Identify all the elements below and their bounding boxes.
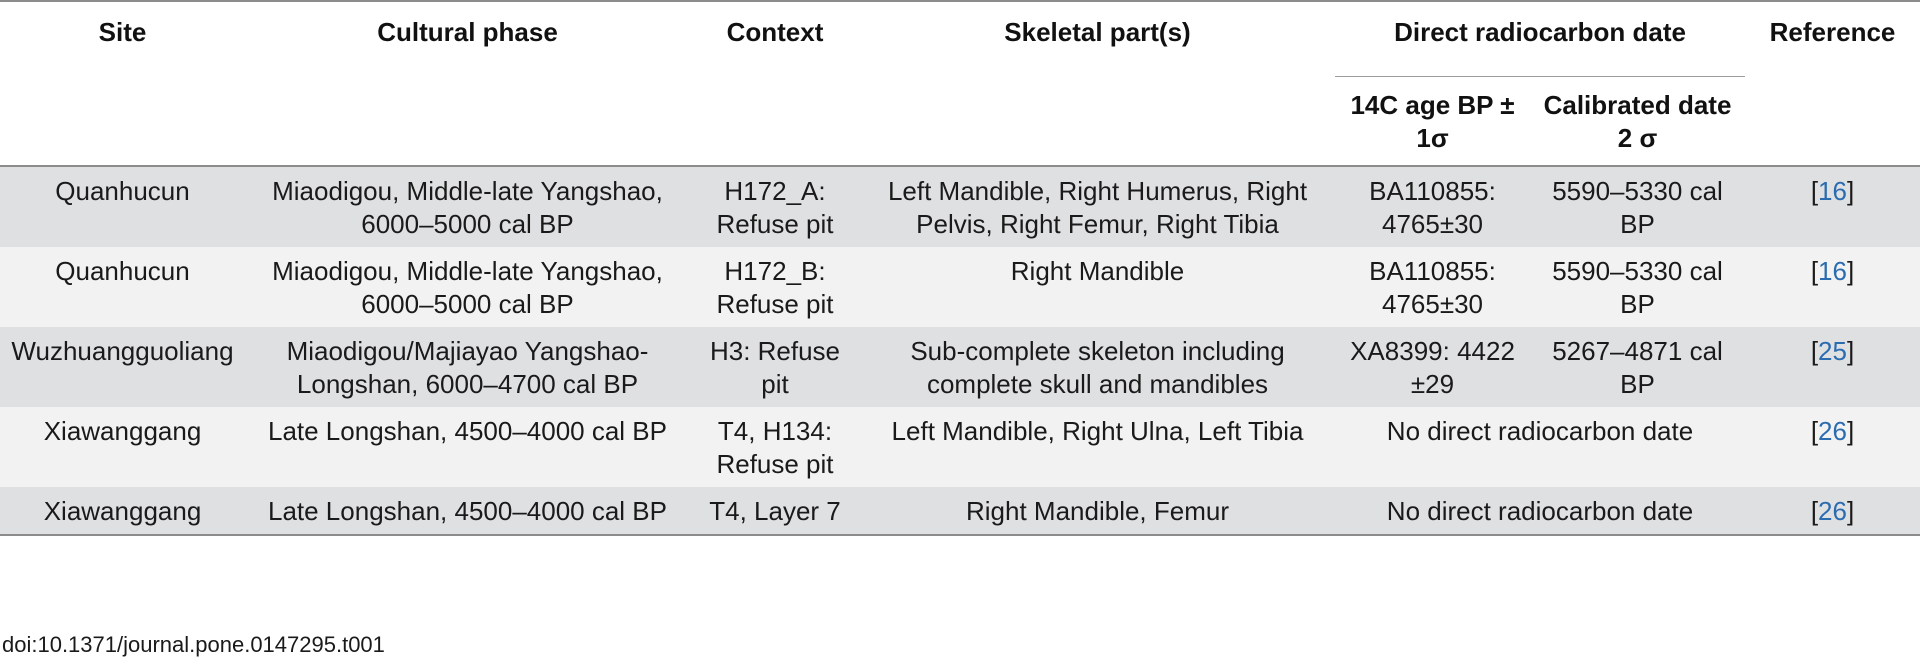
- cell-context: H172_A: Refuse pit: [716, 176, 834, 239]
- cell-site: Xiawanggang: [43, 416, 202, 446]
- cell-skeletal-parts: Left Mandible, Right Ulna, Left Tibia: [891, 416, 1304, 446]
- header-cultural-phase: Cultural phase: [377, 17, 558, 47]
- cell-cultural-phase: Miaodigou, Middle-late Yangshao, 6000–5000 cal BP: [272, 176, 663, 239]
- header-row: [0, 1, 1920, 77]
- reference-link[interactable]: 16: [1818, 256, 1847, 286]
- reference-link[interactable]: 25: [1818, 336, 1847, 366]
- cell-no-direct-date: No direct radiocarbon date: [1386, 496, 1694, 526]
- header-site: Site: [98, 17, 147, 47]
- cell-c14-age: XA8399: 4422 ±29: [1350, 336, 1515, 399]
- cell-no-direct-date: No direct radiocarbon date: [1386, 416, 1694, 446]
- table-row: [0, 407, 1920, 487]
- cell-calibrated-date: 5590–5330 cal BP: [1552, 176, 1723, 239]
- cell-skeletal-parts: Sub-complete skeleton including complete skull and mandibles: [910, 336, 1285, 399]
- cell-reference: [16]: [1810, 176, 1855, 206]
- cell-site: Quanhucun: [55, 256, 190, 286]
- table-row: [0, 247, 1920, 327]
- header-c14-age: 14C age BP ± 1σ: [1350, 90, 1515, 153]
- cell-context: T4, H134: Refuse pit: [716, 416, 834, 479]
- reference-link[interactable]: 16: [1818, 176, 1847, 206]
- table-body: [0, 166, 1920, 535]
- cell-cultural-phase: Miaodigou/Majiayao Yangshao-Longshan, 6000–4700 cal BP: [286, 336, 649, 399]
- cell-reference: [26]: [1810, 416, 1855, 446]
- cell-reference: [25]: [1810, 336, 1855, 366]
- cell-c14-age: BA110855: 4765±30: [1369, 256, 1496, 319]
- cell-site: Wuzhuangguoliang: [11, 336, 234, 366]
- reference-link[interactable]: 26: [1818, 496, 1847, 526]
- cell-cultural-phase: Late Longshan, 4500–4000 cal BP: [267, 416, 667, 446]
- cell-skeletal-parts: Left Mandible, Right Humerus, Right Pelvis, Right Femur, Right Tibia: [887, 176, 1308, 239]
- header-context: Context: [726, 17, 824, 47]
- cell-calibrated-date: 5267–4871 cal BP: [1552, 336, 1723, 399]
- cell-site: Xiawanggang: [43, 496, 202, 526]
- doi-caption: doi:10.1371/journal.pone.0147295.t001: [2, 632, 385, 657]
- cell-reference: [16]: [1810, 256, 1855, 286]
- header-reference: Reference: [1769, 17, 1896, 47]
- cell-context: H172_B: Refuse pit: [716, 256, 834, 319]
- cell-cultural-phase: Miaodigou, Middle-late Yangshao, 6000–5000 cal BP: [272, 256, 663, 319]
- cell-skeletal-parts: Right Mandible, Femur: [966, 496, 1229, 526]
- cell-site: Quanhucun: [55, 176, 190, 206]
- table-row: [0, 487, 1920, 535]
- cell-reference: [26]: [1810, 496, 1855, 526]
- header-skeletal-parts: Skeletal part(s): [1004, 17, 1191, 47]
- header-direct-radiocarbon-date: Direct radiocarbon date: [1335, 1, 1745, 77]
- cell-context: T4, Layer 7: [709, 496, 841, 526]
- cell-skeletal-parts: Right Mandible: [1010, 256, 1185, 286]
- table-row: [0, 327, 1920, 407]
- cell-context: H3: Refuse pit: [709, 336, 841, 399]
- cell-c14-age: BA110855: 4765±30: [1369, 176, 1496, 239]
- table-header: [0, 1, 1920, 166]
- table-row: [0, 166, 1920, 247]
- header-calibrated-date: Calibrated date 2 σ: [1543, 90, 1732, 153]
- cell-cultural-phase: Late Longshan, 4500–4000 cal BP: [267, 496, 667, 526]
- reference-link[interactable]: 26: [1818, 416, 1847, 446]
- cell-calibrated-date: 5590–5330 cal BP: [1552, 256, 1723, 319]
